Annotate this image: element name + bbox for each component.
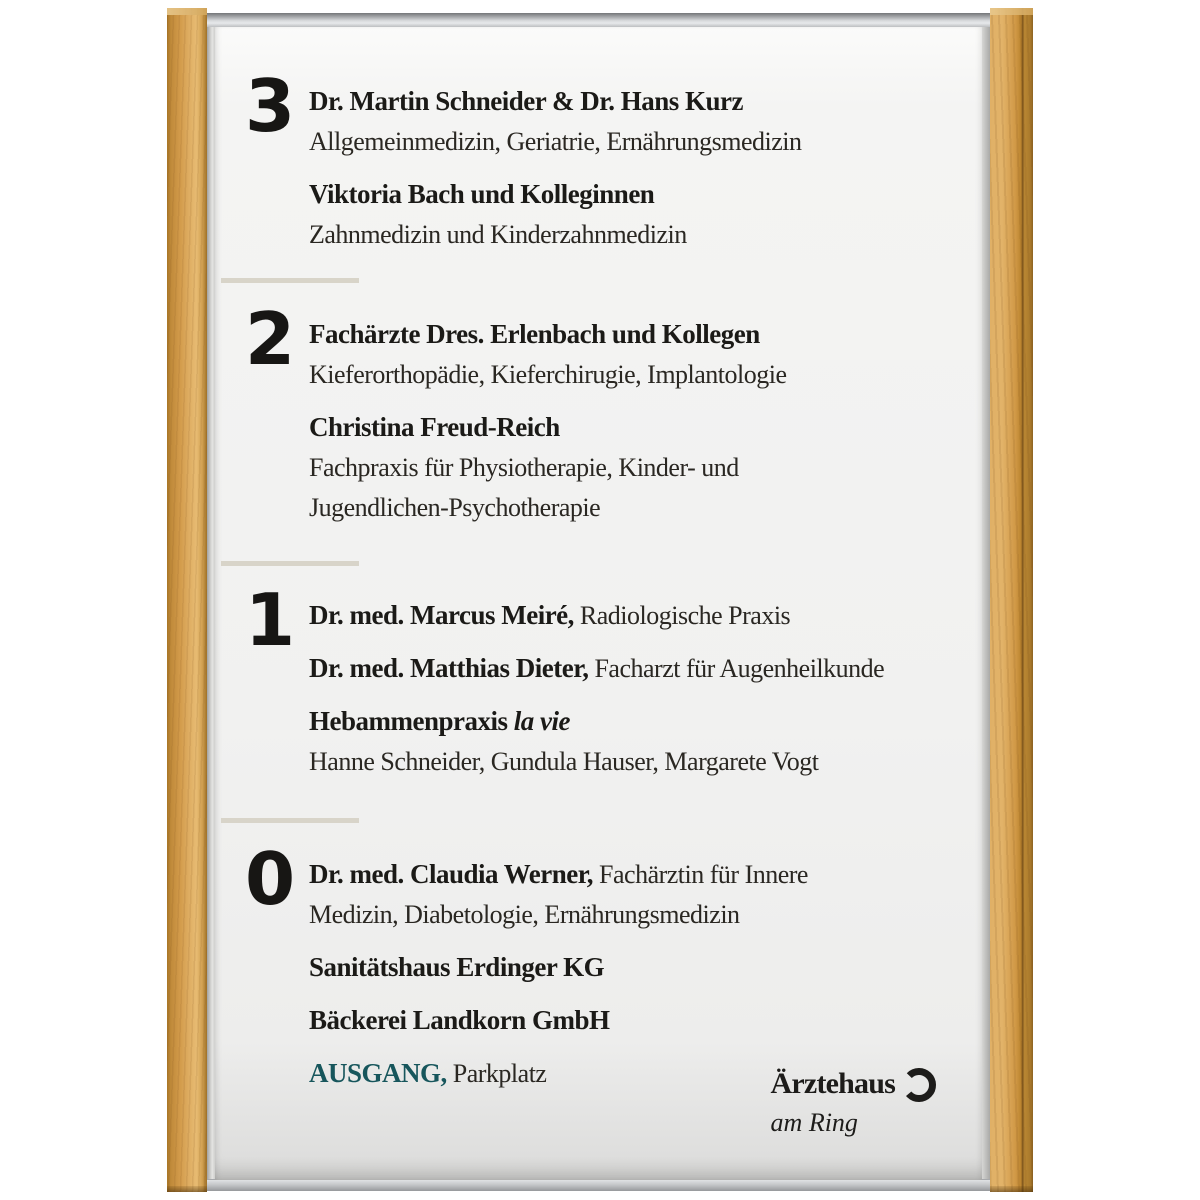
wood-frame-left <box>167 8 207 1192</box>
entry-text: Dr. med. Marcus Meiré, <box>309 600 574 630</box>
floor-separator <box>221 561 359 566</box>
floor-section-0 <box>239 837 964 1094</box>
directory-entry <box>309 314 787 395</box>
entry-text: Dr. Martin Schneider & Dr. Hans Kurz <box>309 86 743 116</box>
entry-line <box>309 854 808 895</box>
logo-title: Ärztehaus <box>770 1067 895 1100</box>
entry-line <box>309 701 884 742</box>
entry-text: Jugendlichen-Psychotherapie <box>309 493 601 522</box>
directory-entry <box>309 1000 808 1041</box>
entry-text: Hanne Schneider, Gundula Hauser, Margarete Vogt <box>309 747 819 776</box>
entry-text: Medizin, Diabetologie, Ernährungsmedizin <box>309 900 740 929</box>
directory-entry <box>309 81 802 162</box>
floor-entries <box>299 81 802 255</box>
entry-text: Parkplatz <box>446 1059 547 1088</box>
directory-entry <box>309 595 884 636</box>
entry-text: Dr. med. Claudia Werner, <box>309 859 594 889</box>
entry-text: AUSGANG, <box>309 1058 447 1088</box>
entry-line <box>309 947 808 988</box>
entry-line <box>309 174 802 215</box>
directory-sign <box>167 8 1033 1192</box>
entry-text: Allgemeinmedizin, Geriatrie, Ernährungsmedizin <box>309 127 802 156</box>
entry-text: Dr. med. Matthias Dieter, <box>309 653 589 683</box>
floor-section-2 <box>239 297 964 528</box>
entry-text: Fachärztin für Innere <box>593 860 808 889</box>
entry-line <box>309 488 787 528</box>
entry-line <box>309 895 808 935</box>
entry-line <box>309 215 802 255</box>
entry-text: Hebammenpraxis <box>309 706 514 736</box>
floor-number: 1 <box>244 578 294 662</box>
floor-section-1 <box>239 578 964 782</box>
entry-text: Viktoria Bach und Kolleginnen <box>309 179 655 209</box>
entry-text: Christina Freud-Reich <box>309 412 560 442</box>
entry-text: Radiologische Praxis <box>573 601 791 630</box>
entry-text: Facharzt für Augenheilkunde <box>588 654 885 683</box>
entry-text: Bäckerei Landkorn GmbH <box>309 1005 610 1035</box>
entry-line <box>309 355 787 395</box>
entry-line <box>309 122 802 162</box>
floor-entries <box>299 595 884 782</box>
entry-line <box>309 314 787 355</box>
entry-line <box>309 407 787 448</box>
entry-line <box>309 648 884 689</box>
directory-entry <box>309 854 808 935</box>
entry-text: la vie <box>513 706 570 736</box>
entry-line <box>309 1000 808 1041</box>
entry-text: Fachpraxis für Physiotherapie, Kinder- und <box>309 453 739 482</box>
floor-number: 3 <box>244 64 294 148</box>
panel-content <box>215 27 982 1180</box>
directory-entry <box>309 174 802 255</box>
bottom-aluminum-rail <box>207 1179 990 1191</box>
entry-text: Sanitätshaus Erdinger KG <box>309 952 605 982</box>
entry-line <box>309 742 884 782</box>
entry-text: Fachärzte Dres. Erlenbach und Kollegen <box>309 319 760 349</box>
top-aluminum-rail <box>207 13 990 28</box>
floor-entries <box>299 314 787 528</box>
floor-entries <box>299 854 808 1094</box>
wood-frame-right <box>990 8 1033 1192</box>
left-panel-edge <box>207 27 215 1180</box>
floor-number: 0 <box>244 837 294 921</box>
entry-text: Kieferorthopädie, Kieferchirugie, Implantologie <box>309 360 787 389</box>
floor-separator <box>221 278 359 283</box>
logo-subtitle: am Ring <box>770 1108 858 1137</box>
floor-separator <box>221 818 359 823</box>
directory-entry <box>309 1053 808 1094</box>
entry-text: Zahnmedizin und Kinderzahnmedizin <box>309 220 687 249</box>
right-panel-edge <box>982 27 990 1180</box>
entry-line <box>309 81 802 122</box>
entry-line <box>309 448 787 488</box>
floor-number: 2 <box>244 297 294 381</box>
entry-line <box>309 1053 808 1094</box>
floor-section-3 <box>239 64 964 255</box>
directory-entry <box>309 648 884 689</box>
directory-entry <box>309 701 884 782</box>
directory-entry <box>309 407 787 528</box>
directory-entry <box>309 947 808 988</box>
entry-line <box>309 595 884 636</box>
